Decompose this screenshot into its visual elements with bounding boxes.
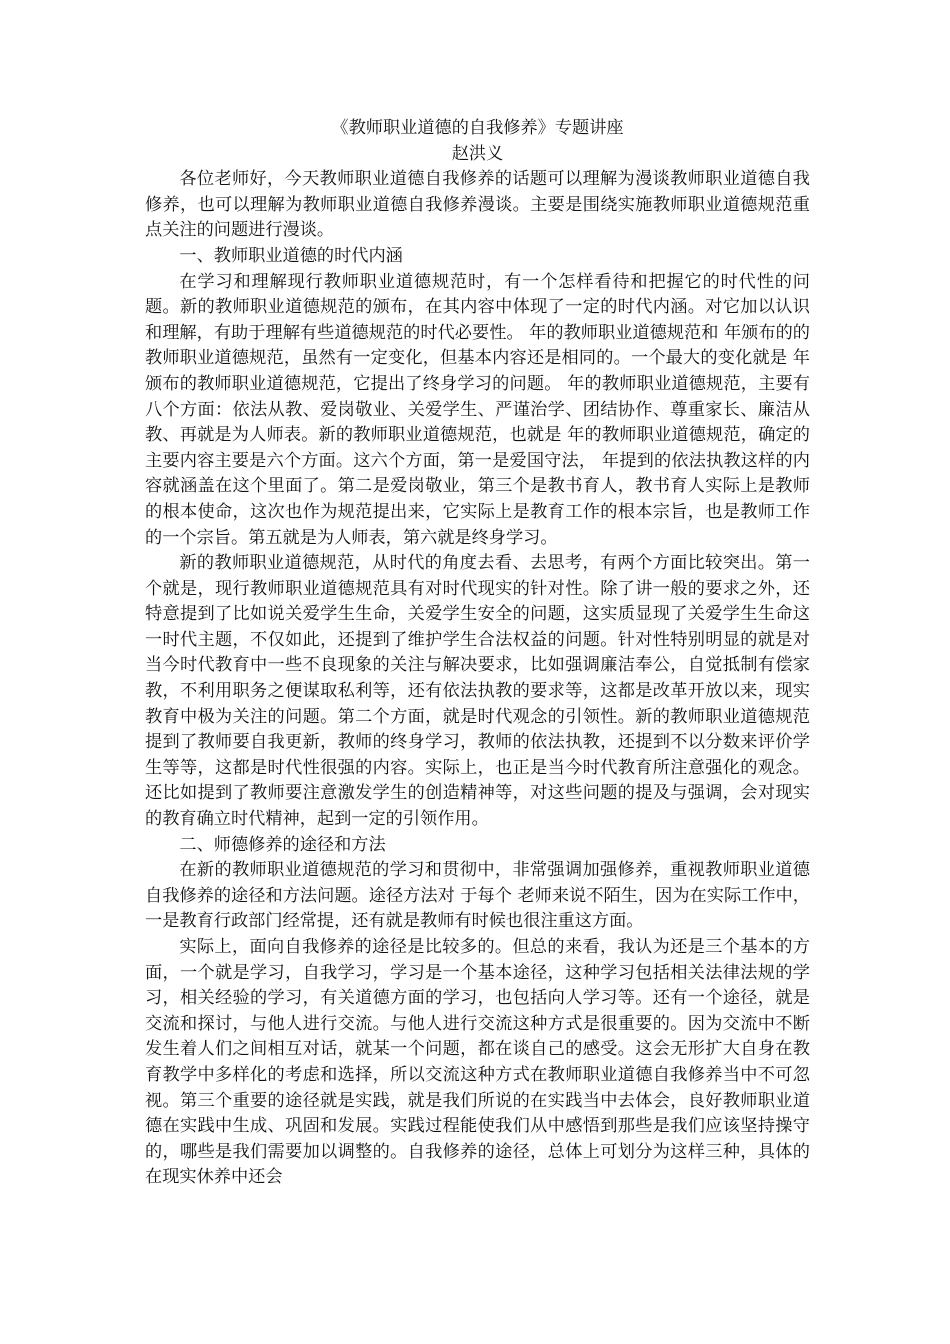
paragraph-1-1: 在学习和理解现行教师职业道德规范时，有一个怎样看待和把握它的时代性的问题。新的教师职业道德规范的颁布，在其内容中体现了一定的时代内涵。对它加以认识和理解，有助于理解有些道德规范的时代必要性。 年的教师职业道德规范和 年颁布的的教师职业道德规范，虽然有一定变化，但基本内容还是相同的。一个最大的变化就是 年颁布的教师职业道德规范，它提出了终身学习的问题。 年的教师职业道德规范，主要有八个方面：依法从教、爱岗敬业、关爱学生、严谨治学、团结协作、尊重家长、廉洁从教、再就是为人师表。新的教师职业道德规范，也就是 年的教师职业道德规范，确定的主要内容主要是六个方面。这六个方面，第一是爱国守法， 年提到的依法执教这样的内容就涵盖在这个里面了。第二是爱岗敬业，第三个是教书育人，教书育人实际上是教师的根本使命，这次也作为规范提出来，它实际上是教育工作的根本宗旨，也是教师工作的一个宗旨。第五就是为人师表，第六就是终身学习。 — [145, 271, 810, 548]
document-author: 赵洪义 — [451, 143, 504, 164]
paragraph-2-1: 在新的教师职业道德规范的学习和贯彻中，非常强调加强修养，重视教师职业道德自我修养的途径和方法问题。途径方法对 于每个 老师来说不陌生，因为在实际工作中，一是教育行政部门经常提，还有就是教师有时候也很注重这方面。 — [145, 860, 810, 932]
paragraph-1-2: 新的教师职业道德规范，从时代的角度去看、去思考，有两个方面比较突出。第一个就是，现行教师职业道德规范具有对时代现实的针对性。除了讲一般的要求之外，还特意提到了比如说关爱学生生命，关爱学生安全的问题，这实质显现了关爱学生生命这一时代主题，不仅如此，还提到了维护学生合法权益的问题。针对性特别明显的就是对当今时代教育中一些不良现象的关注与解决要求，比如强调廉洁奉公，自觉抵制有偿家教，不利用职务之便谋取私利等，还有依法执教的要求等，这都是改革开放以来，现实教育中极为关注的问题。第二个方面，就是时代观念的引领性。新的教师职业道德规范提到了教师要自我更新，教师的终身学习，教师的依法执教，还提到不以分数来评价学生等等，这都是时代性很强的内容。实际上，也正是当今时代教育所注意强化的观念。还比如提到了教师要注意激发学生的创造精神等，对这些问题的提及与强调，会对现实的教育确立时代精神，起到一定的引领作用。 — [145, 553, 810, 830]
paragraph-intro: 各位老师好，今天教师职业道德自我修养的话题可以理解为漫谈教师职业道德自我修养，也可以理解为教师职业道德自我修养漫谈。主要是围绕实施教师职业道德规范重点关注的问题进行漫谈。 — [145, 169, 810, 241]
paragraph-2-2: 实际上，面向自我修养的途径是比较多的。但总的来看，我认为还是三个基本的方面，一个就是学习，自我学习，学习是一个基本途径，这种学习包括相关法律法规的学习，相关经验的学习，有关道德方面的学习，也包括向人学习等。还有一个途径，就是交流和探讨，与他人进行交流。与他人进行交流这种方式是很重要的。因为交流中不断发生着人们之间相互对话，就某一个问题，都在谈自己的感受。这会无形扩大自身在教育教学中多样化的考虑和选择，所以交流这种方式在教师职业道德自我修养当中不可忽视。第三个重要的途径就是实践，就是我们所说的在实践当中去体会，良好教师职业道德在实践中生成、巩固和发展。实践过程能使我们从中感悟到那些是我们应该坚持操守的，哪些是我们需要加以调整的。自我修养的途径，总体上可划分为这样三种，具体的在现实休养中还会 — [145, 937, 810, 1188]
document-page — [145, 116, 810, 1191]
section-heading-2: 二、师德修养的途径和方法 — [179, 834, 386, 855]
document-title: 《教师职业道德的自我修养》专题讲座 — [331, 118, 624, 138]
section-heading-1: 一、教师职业道德的时代内涵 — [179, 245, 403, 266]
